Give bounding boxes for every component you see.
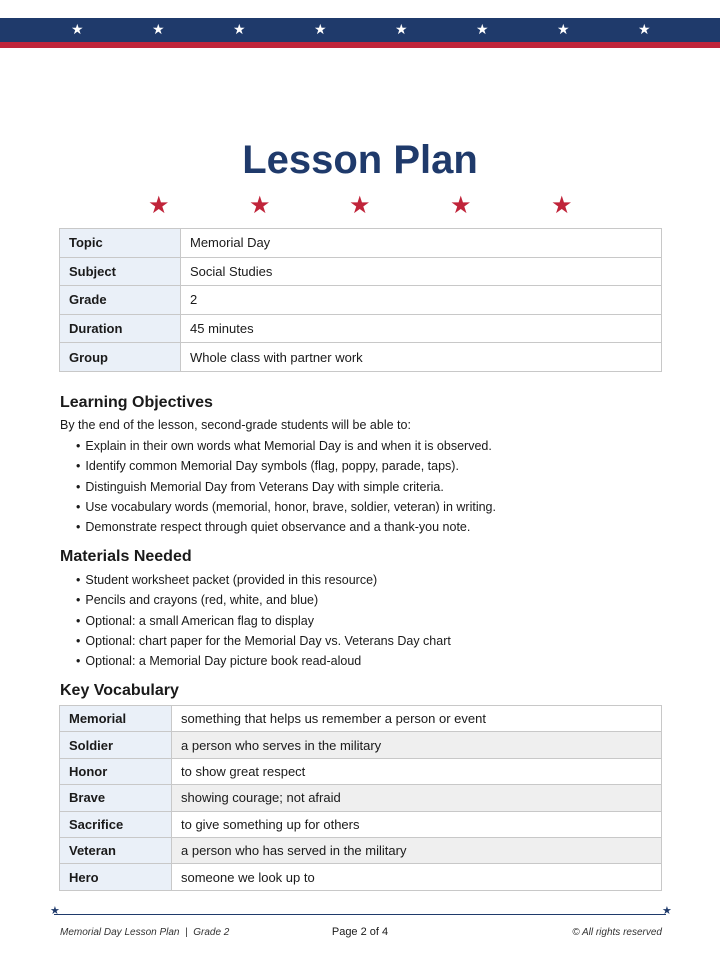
- list-item: • Student worksheet packet (provided in this resource): [76, 570, 451, 590]
- lesson-info-table: [59, 228, 662, 372]
- vocab-definition: someone we look up to: [172, 864, 662, 890]
- info-label: Subject: [60, 257, 181, 286]
- footer-copyright: © All rights reserved: [572, 927, 662, 938]
- objectives-intro: By the end of the lesson, second-grade students will be able to:: [60, 418, 411, 432]
- footer-page-number: Page 2 of 4: [331, 926, 389, 938]
- table-row: [60, 758, 662, 784]
- star-icon: ★: [395, 21, 408, 37]
- table-row: [60, 257, 662, 286]
- table-row: [60, 286, 662, 315]
- table-row: [60, 314, 662, 343]
- table-row: [60, 785, 662, 811]
- objectives-heading: Learning Objectives: [60, 394, 213, 411]
- star-icon: ★: [152, 21, 165, 37]
- vocab-term: Veteran: [60, 837, 172, 863]
- list-item: • Optional: a small American flag to display: [76, 611, 451, 631]
- vocab-definition: a person who has served in the military: [172, 837, 662, 863]
- info-label: Grade: [60, 286, 181, 315]
- objectives-list: [76, 436, 496, 537]
- list-item: • Use vocabulary words (memorial, honor, brave, soldier, veteran) in writing.: [76, 497, 496, 517]
- top-banner: [0, 18, 720, 42]
- vocab-definition: to show great respect: [172, 758, 662, 784]
- table-row: [60, 343, 662, 372]
- info-value: 45 minutes: [181, 314, 662, 343]
- list-item: • Optional: a Memorial Day picture book read-aloud: [76, 651, 451, 671]
- vocab-term: Memorial: [60, 706, 172, 732]
- info-value: Social Studies: [181, 257, 662, 286]
- top-banner-stripe: [0, 42, 720, 48]
- vocab-term: Brave: [60, 785, 172, 811]
- info-label: Topic: [60, 229, 181, 258]
- vocab-definition: a person who serves in the military: [172, 732, 662, 758]
- info-value: 2: [181, 286, 662, 315]
- star-icon: ★: [71, 21, 84, 37]
- star-icon: ★: [233, 21, 246, 37]
- vocab-definition: to give something up for others: [172, 811, 662, 837]
- table-row: [60, 706, 662, 732]
- star-icon: ★: [314, 21, 327, 37]
- list-item: • Optional: chart paper for the Memorial Day vs. Veterans Day chart: [76, 631, 451, 651]
- materials-list: [76, 570, 451, 671]
- vocabulary-table: [59, 705, 662, 891]
- footer-document-title: Memorial Day Lesson Plan | Grade 2: [60, 927, 230, 938]
- star-icon: ★: [249, 192, 271, 219]
- footer-divider: [54, 914, 666, 915]
- info-value: Whole class with partner work: [181, 343, 662, 372]
- list-item: • Identify common Memorial Day symbols (flag, poppy, parade, taps).: [76, 456, 496, 476]
- star-icon: ★: [557, 21, 570, 37]
- list-item: • Distinguish Memorial Day from Veterans Day with simple criteria.: [76, 477, 496, 497]
- star-icon: ★: [50, 905, 60, 917]
- table-row: [60, 837, 662, 863]
- table-row: [60, 732, 662, 758]
- list-item: • Pencils and crayons (red, white, and blue): [76, 590, 451, 610]
- star-icon: ★: [148, 192, 170, 219]
- list-item: • Demonstrate respect through quiet observance and a thank-you note.: [76, 517, 496, 537]
- table-row: [60, 229, 662, 258]
- info-label: Duration: [60, 314, 181, 343]
- vocab-term: Sacrifice: [60, 811, 172, 837]
- star-icon: ★: [551, 192, 573, 219]
- vocab-term: Hero: [60, 864, 172, 890]
- vocab-definition: something that helps us remember a person or event: [172, 706, 662, 732]
- star-icon: ★: [349, 192, 371, 219]
- table-row: [60, 811, 662, 837]
- vocabulary-heading: Key Vocabulary: [60, 682, 179, 699]
- star-icon: ★: [638, 21, 651, 37]
- page-title: Lesson Plan: [242, 138, 478, 182]
- vocab-term: Soldier: [60, 732, 172, 758]
- list-item: • Explain in their own words what Memorial Day is and when it is observed.: [76, 436, 496, 456]
- table-row: [60, 864, 662, 890]
- info-value: Memorial Day: [181, 229, 662, 258]
- info-label: Group: [60, 343, 181, 372]
- star-icon: ★: [476, 21, 489, 37]
- vocab-term: Honor: [60, 758, 172, 784]
- star-icon: ★: [662, 905, 672, 917]
- materials-heading: Materials Needed: [60, 548, 192, 565]
- star-icon: ★: [450, 192, 472, 219]
- vocab-definition: showing courage; not afraid: [172, 785, 662, 811]
